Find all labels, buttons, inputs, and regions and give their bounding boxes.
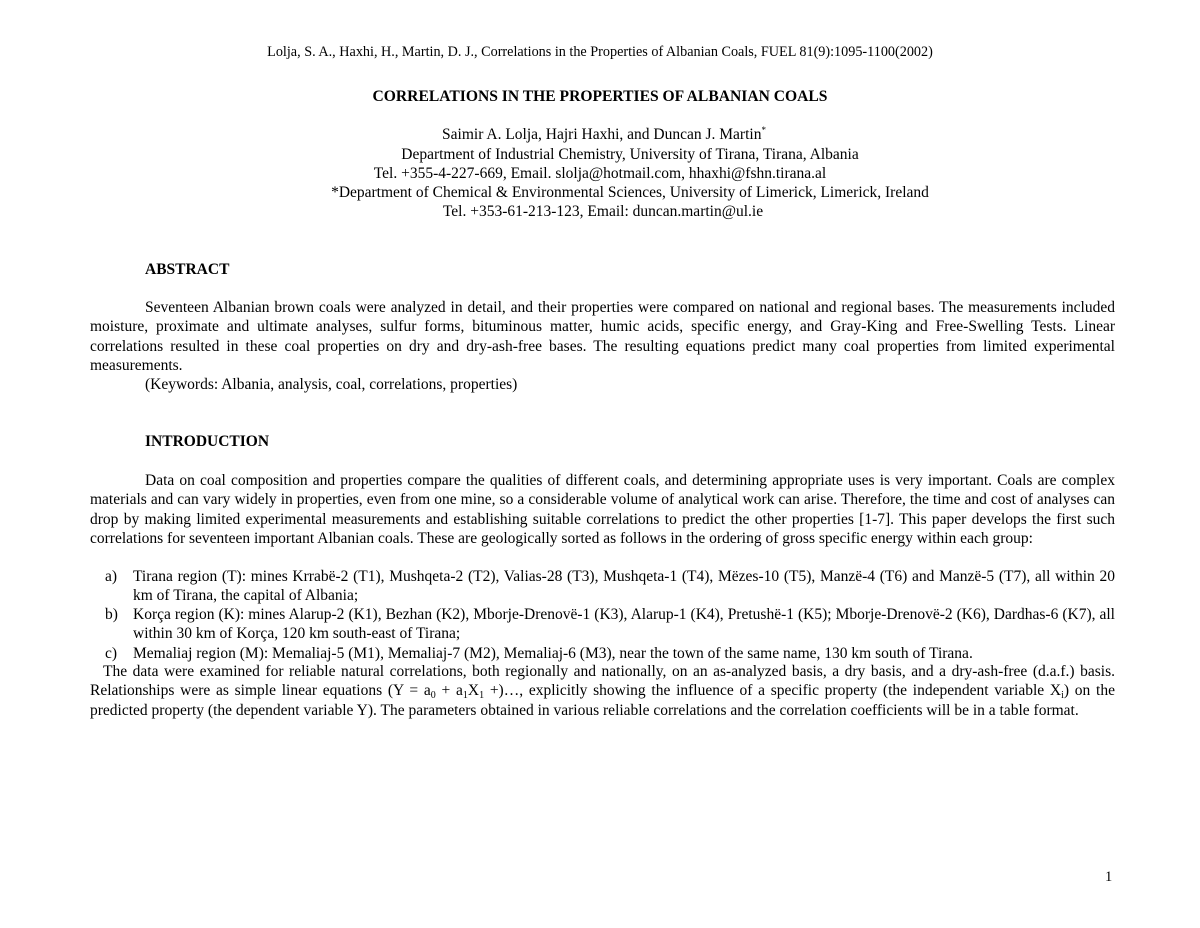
subscript-1b: 1 bbox=[479, 690, 485, 702]
author-footnote-mark: * bbox=[761, 125, 766, 135]
subscript-i: i bbox=[1061, 690, 1064, 702]
contact-limerick: Tel. +353-61-213-123, Email: duncan.martin@ul.ie bbox=[442, 203, 764, 220]
running-head: Lolja, S. A., Haxhi, H., Martin, D. J., Correlations in the Properties of Albanian Coals, FUEL 81(9):1095-1100(2002) bbox=[267, 44, 933, 60]
page-number: 1 bbox=[1105, 869, 1113, 885]
introduction-heading: INTRODUCTION bbox=[145, 433, 270, 450]
list-marker: c) bbox=[105, 645, 118, 662]
closing-text-2: + a bbox=[435, 682, 463, 700]
introduction-closing-paragraph bbox=[90, 662, 1115, 720]
affiliation-tirana: Department of Industrial Chemistry, University of Tirana, Tirana, Albania bbox=[401, 146, 859, 163]
abstract-heading: ABSTRACT bbox=[145, 261, 230, 278]
closing-text-4: +)…, explicitly showing the influence of a specific property (the independent variable X bbox=[484, 682, 1062, 700]
list-item-text: Tirana region (T): mines Krrabë-2 (T1), Mushqeta-2 (T2), Valias-28 (T3), Mushqeta-1 (T4), Mëzes-10 (T5), Manzë-4 (T6) and Manzë-5 (T7), all within 20 km of Tirana, the capital of Albania; bbox=[133, 568, 1115, 605]
author-names-text: Saimir A. Lolja, Hajri Haxhi, and Duncan J. Martin bbox=[442, 126, 762, 143]
author-names bbox=[4, 125, 1200, 144]
subscript-0: 0 bbox=[430, 690, 436, 702]
list-marker: a) bbox=[105, 568, 118, 585]
list-marker: b) bbox=[105, 606, 118, 623]
affiliation-limerick: *Department of Chemical & Environmental Sciences, University of Limerick, Limerick, Ireland bbox=[331, 184, 929, 201]
closing-text-5: ) on the predicted property (the dependent variable Y). The parameters obtained in various reliable correlations and the correlation coefficients will be in a table format. bbox=[90, 682, 1115, 719]
closing-text-1: The data were examined for reliable natural correlations, both regionally and nationally, on an as-analyzed basis, a dry basis, and a dry-ash-free (d.a.f.) basis. Relationships were as simple linear equations (Y = a bbox=[90, 663, 1115, 700]
list-item-text: Memaliaj region (M): Memaliaj-5 (M1), Memaliaj-7 (M2), Memaliaj-6 (M3), near the town of the same name, 130 km south of Tirana. bbox=[133, 645, 973, 662]
closing-text-3: X bbox=[467, 682, 480, 700]
paper-title: CORRELATIONS IN THE PROPERTIES OF ALBANIAN COALS bbox=[372, 88, 828, 105]
keywords: (Keywords: Albania, analysis, coal, correlations, properties) bbox=[145, 376, 518, 393]
abstract-text: Seventeen Albanian brown coals were analyzed in detail, and their properties were compared on national and regional bases. The measurements included moisture, proximate and ultimate analyses, sulfur forms, bituminous matter, humic acids, specific energy, and Gray-King and Free-Swelling Tests. Linear correlations resulted in these coal properties on dry and dry-ash-free bases. The resulting equations predict many coal properties from limited experimental measurements. bbox=[90, 299, 1115, 374]
list-item-text: Korça region (K): mines Alarup-2 (K1), Bezhan (K2), Mborje-Drenovë-1 (K3), Alarup-1 (K4), Pretushë-1 (K5); Mborje-Drenovë-2 (K6), Dardhas-6 (K7), all within 30 km of Korça, 120 km south-east of Tirana; bbox=[133, 606, 1115, 643]
contact-tirana: Tel. +355-4-227-669, Email. slolja@hotmail.com, hhaxhi@fshn.tirana.al bbox=[373, 165, 827, 182]
subscript-1a: 1 bbox=[462, 690, 468, 702]
introduction-text: Data on coal composition and properties compare the qualities of different coals, and determining appropriate uses is very important. Coals are complex materials and can vary widely in properties, even from one mine, so a considerable volume of analytical work can arise. Therefore, the time and cost of analyses can drop by making limited experimental measurements and establishing suitable correlations to predict the other properties [1-7]. This paper develops the first such correlations for seventeen important Albanian coals. These are geologically sorted as follows in the ordering of gross specific energy within each group: bbox=[90, 472, 1115, 547]
